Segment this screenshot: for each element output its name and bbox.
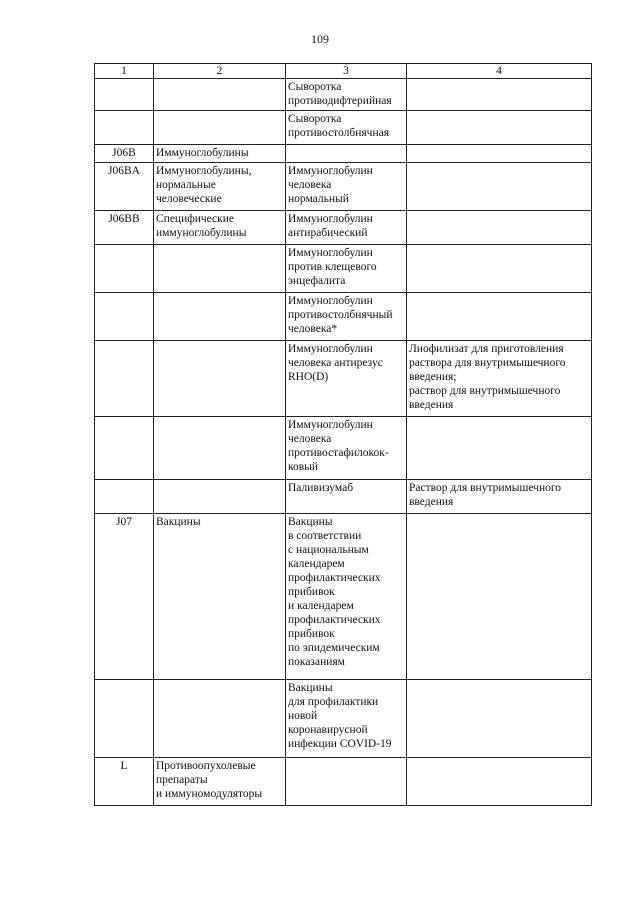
drug-cell <box>286 758 407 806</box>
table-row <box>95 293 592 341</box>
atc-code-cell <box>95 680 154 758</box>
table-row <box>95 145 592 163</box>
atc-code-cell: J06BB <box>95 211 154 245</box>
group-cell <box>154 245 286 293</box>
column-number-3: 3 <box>286 64 407 79</box>
table-row <box>95 245 592 293</box>
atc-code-cell: L <box>95 758 154 806</box>
atc-code-cell <box>95 293 154 341</box>
atc-code-cell: J06BA <box>95 163 154 211</box>
drug-cell: Вакцины для профилактики новой коронавирусной инфекции COVID-19 <box>286 680 407 758</box>
atc-code-cell: J07 <box>95 514 154 680</box>
form-cell <box>407 163 592 211</box>
form-cell: Раствор для внутримышечного введения <box>407 480 592 514</box>
table-row <box>95 111 592 145</box>
drug-cell: Сыворотка противодифтерийная <box>286 79 407 111</box>
table-row <box>95 163 592 211</box>
drug-cell <box>286 145 407 163</box>
drug-cell: Иммуноглобулин против клещевого энцефалита <box>286 245 407 293</box>
drug-cell: Иммуноглобулин человека антирезус RHO(D) <box>286 341 407 417</box>
form-cell <box>407 514 592 680</box>
form-cell <box>407 245 592 293</box>
table-row <box>95 211 592 245</box>
atc-code-cell <box>95 480 154 514</box>
group-cell: Иммуноглобулины <box>154 145 286 163</box>
drug-cell: Иммуноглобулин антирабический <box>286 211 407 245</box>
form-cell <box>407 211 592 245</box>
drug-cell: Иммуноглобулин противостолбнячный человека* <box>286 293 407 341</box>
group-cell: Противоопухолевые препараты и иммуномодуляторы <box>154 758 286 806</box>
form-cell <box>407 680 592 758</box>
table-row <box>95 758 592 806</box>
drug-cell: Паливизумаб <box>286 480 407 514</box>
table-row <box>95 514 592 680</box>
atc-code-cell <box>95 79 154 111</box>
group-cell: Вакцины <box>154 514 286 680</box>
table-row <box>95 79 592 111</box>
table-row <box>95 417 592 480</box>
group-cell <box>154 680 286 758</box>
drug-cell: Иммуноглобулин человека противостафилокок- ковый <box>286 417 407 480</box>
column-number-4: 4 <box>407 64 592 79</box>
medication-table <box>94 63 592 806</box>
form-cell <box>407 417 592 480</box>
table-row <box>95 480 592 514</box>
form-cell <box>407 145 592 163</box>
group-cell <box>154 79 286 111</box>
drug-cell: Иммуноглобулин человека нормальный <box>286 163 407 211</box>
drug-cell: Вакцины в соответствии с национальным календарем профилактических прибивок и календарем профилактических прибивок по эпидемическим показаниям <box>286 514 407 680</box>
group-cell: Иммуноглобулины, нормальные человеческие <box>154 163 286 211</box>
column-number-2: 2 <box>154 64 286 79</box>
page-number: 109 <box>311 32 329 46</box>
group-cell <box>154 341 286 417</box>
atc-code-cell <box>95 111 154 145</box>
group-cell: Специфические иммуноглобулины <box>154 211 286 245</box>
drug-cell: Сыворотка противостолбнячная <box>286 111 407 145</box>
group-cell <box>154 293 286 341</box>
form-cell <box>407 293 592 341</box>
group-cell <box>154 111 286 145</box>
atc-code-cell <box>95 417 154 480</box>
form-cell: Лиофилизат для приготовления раствора для внутримышечного введения; раствор для внутримышечного введения <box>407 341 592 417</box>
form-cell <box>407 79 592 111</box>
atc-code-cell: J06B <box>95 145 154 163</box>
group-cell <box>154 417 286 480</box>
form-cell <box>407 111 592 145</box>
atc-code-cell <box>95 245 154 293</box>
atc-code-cell <box>95 341 154 417</box>
table-row <box>95 341 592 417</box>
table-row <box>95 680 592 758</box>
group-cell <box>154 480 286 514</box>
column-number-1: 1 <box>95 64 154 79</box>
form-cell <box>407 758 592 806</box>
table-header-row <box>95 64 592 79</box>
